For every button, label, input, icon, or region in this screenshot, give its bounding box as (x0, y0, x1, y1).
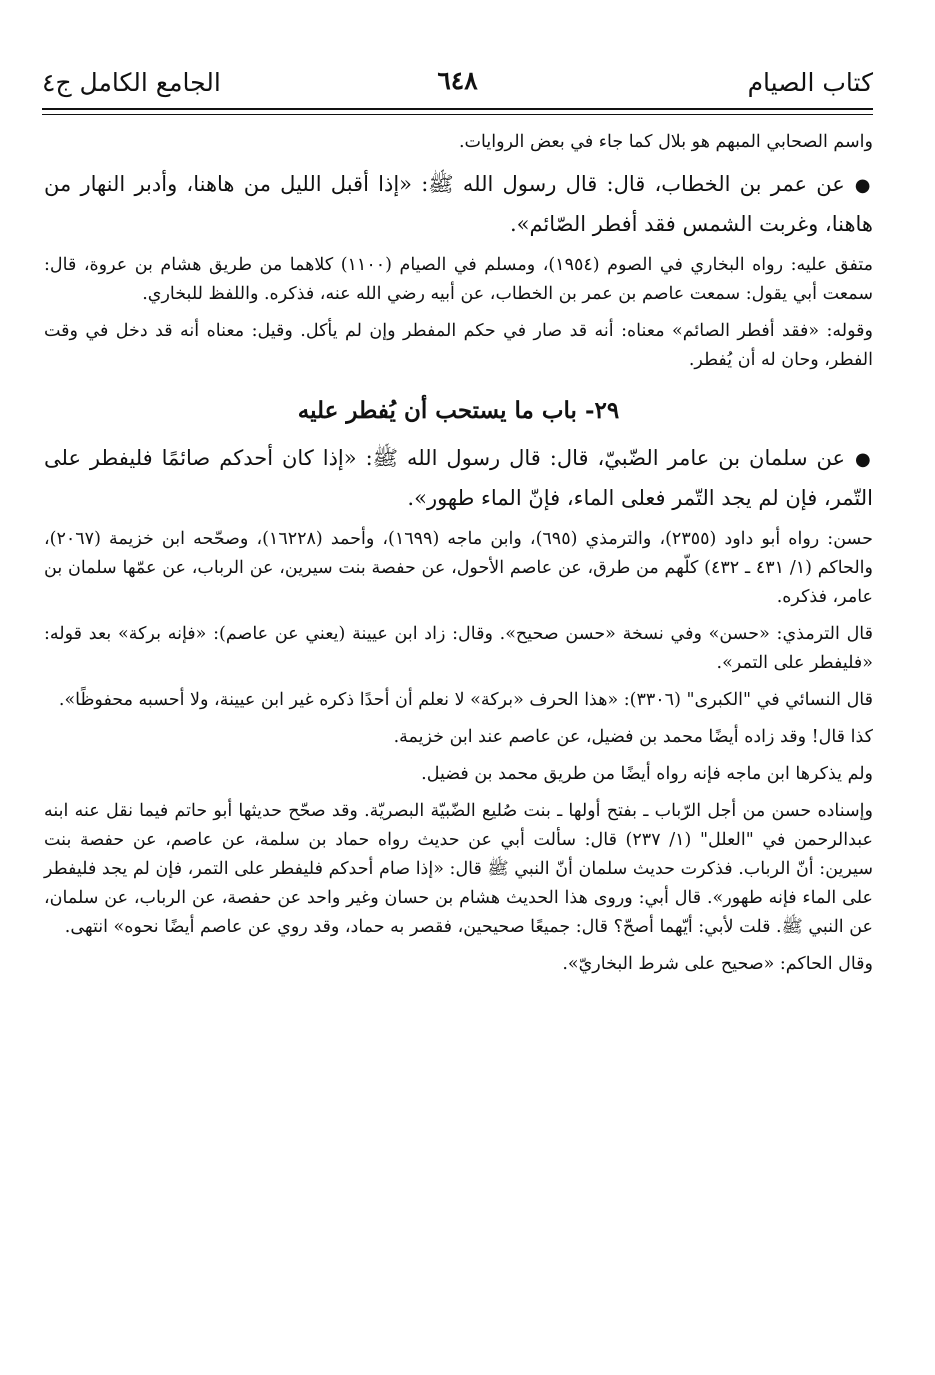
note-paragraph: واسم الصحابي المبهم هو بلال كما جاء في بعض الروايات. (458, 132, 873, 152)
bullet-icon: ● (854, 175, 873, 196)
note-paragraph: قال النسائي في "الكبرى" (٣٣٠٦): «هذا الحرف «بركة» لا نعلم أن أحدًا ذكره غير ابن عيينة، ولا أحسبه محفوظًا». (58, 690, 873, 710)
page-number: ٦٤٨ (437, 66, 478, 95)
hadith-paragraph (44, 165, 873, 243)
note-paragraph: قال الترمذي: «حسن» وفي نسخة «حسن صحيح». وقال: زاد ابن عيينة (يعني عن عاصم): «فإنه بركة» بعد قوله: «فليفطر على التمر». (44, 624, 873, 673)
page-body (44, 128, 873, 987)
note-paragraph: كذا قال! وقد زاده أيضًا محمد بن فضيل، عن عاصم عند ابن خزيمة. (393, 727, 873, 747)
bullet-icon: ● (855, 449, 873, 470)
header-rule-thick (42, 108, 873, 110)
note-paragraph: وقال الحاكم: «صحيح على شرط البخاريّ». (562, 954, 873, 974)
note-paragraph: ولم يذكرها ابن ماجه فإنه رواه أيضًا من طريق محمد بن فضيل. (421, 764, 873, 784)
chapter-heading: ٢٩- باب ما يستحب أن يُفطر عليه (297, 397, 620, 424)
note-paragraph: وإسناده حسن من أجل الرّباب ـ بفتح أولها ـ بنت صُليع الضّبيّة البصريّة. وقد صحّح حديثها أبو حاتم فيما نقل عنه ابنه عبدالرحمن في "العلل" (١/ ٢٣٧) قال: سألت أبي عن حديث رواه حماد بن سلمة، عن عاصم، عن حفصة بنت سيرين: أنّ الرباب. فذكرت حديث سلمان أنّ النبي ﷺ قال: «إذا صام أحدكم فليفطر على التمر، فإن لم يجد فليفطر على الماء فإنه طهور». قال أبي: وروى هذا الحديث هشام بن حسان وغير واحد عن حفصة، عن الرباب، عن سلمان، عن النبي ﷺ. قلت لأبي: أيّهما أصحّ؟ قال: جميعًا صحيحين، فقصر به حماد، وقد روي عن عاصم أيضًا نحوه» انتهى. (44, 801, 873, 937)
hadith-text: عن عمر بن الخطاب، قال: قال رسول الله ﷺ: «إذا أقبل الليل من هاهنا، وأدبر النهار من هاهنا، وغربت الشمس فقد أفطر الصّائم». (44, 172, 873, 236)
note-paragraph: حسن: رواه أبو داود (٢٣٥٥)، والترمذي (٦٩٥)، وابن ماجه (١٦٩٩)، وأحمد (١٦٢٢٨)، وصحّحه ابن خزيمة (٢٠٦٧)، والحاكم (١/ ٤٣١ ـ ٤٣٢) كلّهم من طرق، عن عاصم الأحول، عن حفصة بنت سيرين، عن الرباب، عن عمّها سلمان بن عامر، فذكره. (44, 529, 873, 607)
note-paragraph: وقوله: «فقد أفطر الصائم» معناه: أنه قد صار في حكم المفطر وإن لم يأكل. وقيل: معناه أنه قد دخل في وقت الفطر، وحان له أن يُفطر. (44, 321, 874, 370)
book-title: كتاب الصيام (747, 68, 873, 97)
header-rule-thin (42, 114, 873, 115)
page-header (42, 62, 873, 102)
note-paragraph: متفق عليه: رواه البخاري في الصوم (١٩٥٤)، ومسلم في الصيام (١١٠٠) كلاهما من طريق هشام بن عروة، قال: سمعت أبي يقول: سمعت عاصم بن عمر بن الخطاب، عن أبيه رضي الله عنه، فذكره. واللفظ للبخاري. (44, 255, 873, 304)
hadith-text: عن سلمان بن عامر الضّبيّ، قال: قال رسول الله ﷺ: «إذا كان أحدكم صائمًا فليفطر على التّمر، فإن لم يجد التّمر فعلى الماء، فإنّ الماء طهور». (44, 446, 873, 510)
volume-title: الجامع الكامل ج٤ (42, 68, 221, 97)
hadith-paragraph (44, 439, 873, 517)
